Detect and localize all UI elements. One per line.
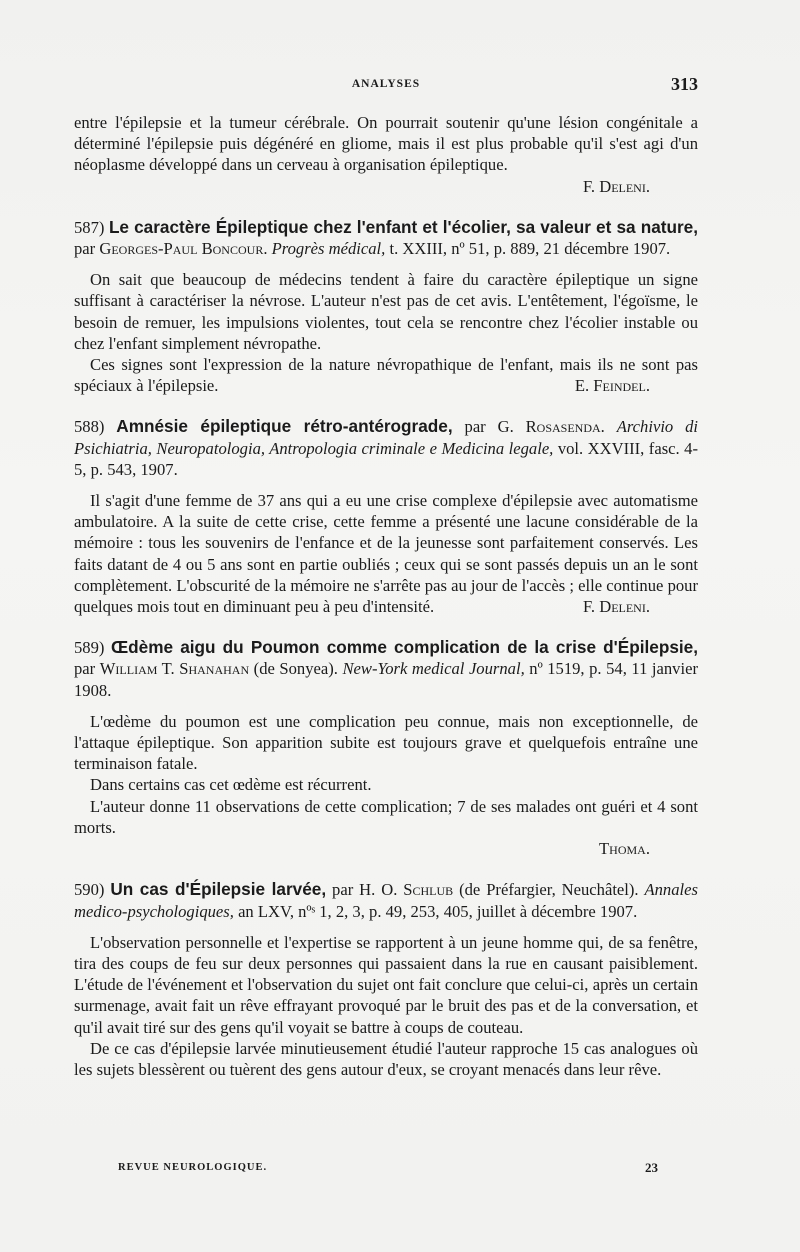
page-content	[74, 112, 698, 1080]
article-by: par	[332, 880, 354, 900]
article-title: Amnésie épileptique rétro-antérograde,	[116, 416, 453, 437]
article-paragraph	[74, 354, 698, 396]
article-paragraph: L'œdème du poumon est une complication peu connue, mais non exceptionnelle, de l'attaque épileptique. Son apparition subite est toujours grave et quelquefois entraîne une terminaison fatale.	[74, 711, 698, 774]
continuation-paragraph	[74, 112, 698, 176]
article-reference: an LXV, nºˢ 1, 2, 3, p. 49, 253, 405, juillet à décembre 1907.	[238, 901, 638, 921]
article-author: Georges-Paul Boncour.	[99, 239, 268, 259]
article-paragraph: Dans certains cas cet œdème est récurrent.	[90, 775, 372, 795]
article-paragraph	[74, 490, 698, 617]
article-journal: Archivio di Psichiatria, Neuropatologia, Antropologia criminale e Medicina legale,	[74, 417, 698, 458]
article-paragraph-text: Ces signes sont l'expression de la nature névropathique de l'enfant, mais ils ne sont pas spéciaux à l'épilepsie.	[74, 355, 698, 396]
page-number: 313	[671, 74, 698, 94]
article-heading	[74, 217, 698, 259]
article-heading	[74, 637, 698, 701]
article-signature: F. Deleni.	[583, 597, 650, 617]
article-number: 588)	[74, 417, 105, 437]
continuation-block	[74, 112, 698, 197]
article-heading	[74, 416, 698, 480]
article-by: par	[74, 659, 96, 679]
article-journal: Annales medico-psychologiques,	[74, 880, 698, 921]
article-reference: vol. XXVIII, fasc. 4-5, p. 543, 1907.	[74, 438, 698, 479]
article-by: par	[74, 239, 96, 259]
article-title: Un cas d'Épilepsie larvée,	[110, 879, 327, 900]
article-number: 590)	[74, 880, 105, 900]
page-footer	[118, 1160, 658, 1180]
article-author: William T. Shanahan	[99, 659, 250, 679]
article-affiliation: (de Préfargier, Neuchâtel).	[459, 880, 639, 900]
article-paragraph: L'observation personnelle et l'expertise se rapportent à un jeune homme qui, de sa fenêtre, tira des coups de feu sur deux personnes qui passaient dans la rue en causant paisiblement. L'étude de l'événement et l'observation du sujet ont fait conclure que celui-ci, après un certain surmenage, avait fait un rêve effrayant provoqué par le bruit des pas et de la conversation, et qu'il avait tiré sur des gens qu'il voyait se battre à coups de couteau.	[74, 932, 698, 1037]
article-paragraph: L'auteur donne 11 observations de cette complication; 7 de ses malades ont guéri et 4 sont morts.	[74, 796, 698, 837]
article-paragraph: On sait que beaucoup de médecins tendent à faire du caractère épileptique un signe suffisant à caractériser la névrose. L'auteur n'est pas de cet avis. L'entêtement, l'égoïsme, le besoin de remuer, les impulsions violentes, tout cela se rencontre chez l'écolier instable ou chez l'enfant simplement névropathe.	[74, 270, 698, 353]
page-header	[72, 74, 700, 96]
article-by: par	[464, 417, 486, 437]
article-number: 587)	[74, 217, 105, 237]
continuation-text: entre l'épilepsie et la tumeur cérébrale. On pourrait soutenir qu'une lésion congénitale a déterminé l'épilepsie puis dégénéré en gliome, mais il est plus probable qu'il s'est agi d'un néoplasme développé dans un cerveau à organisation épileptique.	[74, 113, 698, 175]
article-588	[74, 416, 698, 617]
article-affiliation: (de Sonyea).	[253, 659, 338, 679]
footer-journal-name: REVUE NEUROLOGIQUE.	[118, 1162, 268, 1173]
article-title: Œdème aigu du Poumon comme complication de la crise d'Épilepsie,	[110, 637, 698, 658]
article-number: 589)	[74, 638, 105, 658]
article-title: Le caractère Épileptique chez l'enfant et l'écolier, sa valeur et sa nature,	[108, 216, 698, 237]
article-reference: t. XXIII, nº 51, p. 889, 21 décembre 1907.	[389, 239, 671, 259]
article-signature: E. Feindel.	[574, 376, 650, 396]
running-head: ANALYSES	[351, 78, 421, 90]
article-paragraph: De ce cas d'épilepsie larvée minutieusement étudié l'auteur rapproche 15 cas analogues où les sujets blessèrent ou tuèrent des gens autour d'eux, se croyant menacés dans leur rêve.	[74, 1038, 698, 1079]
article-journal: New-York medical Journal,	[342, 659, 525, 679]
article-589	[74, 637, 698, 859]
article-author: H. O. Schlub	[359, 880, 454, 900]
article-587	[74, 217, 698, 397]
article-author: G. Rosasenda.	[497, 417, 605, 437]
article-heading	[74, 879, 698, 921]
article-590	[74, 879, 698, 1080]
article-reference: nº 1519, p. 54, 11 janvier 1908.	[74, 659, 698, 700]
article-paragraph-text: Il s'agit d'une femme de 37 ans qui a eu une crise complexe d'épilepsie avec automatisme ambulatoire. A la suite de cette crise, cette femme a présenté une lacune considérable de la mémoire : tous les souvenirs de l'enfance et de la jeunesse sont parfaitement conservés. Les faits datant de 4 ou 5 ans sont en partie oubliés ; ceux qui se sont passés depuis un an le sont complètement. L'obscurité de la mémoire ne s'arrête pas au jour de l'accès ; elle continue pour quelques mois tout en diminuant peu à peu d'intensité.	[74, 491, 698, 617]
article-journal: Progrès médical,	[271, 239, 386, 259]
article-signature: Thoma.	[599, 839, 650, 859]
continuation-signature: F. Deleni.	[583, 176, 650, 196]
footer-signature-mark: 23	[645, 1160, 658, 1175]
